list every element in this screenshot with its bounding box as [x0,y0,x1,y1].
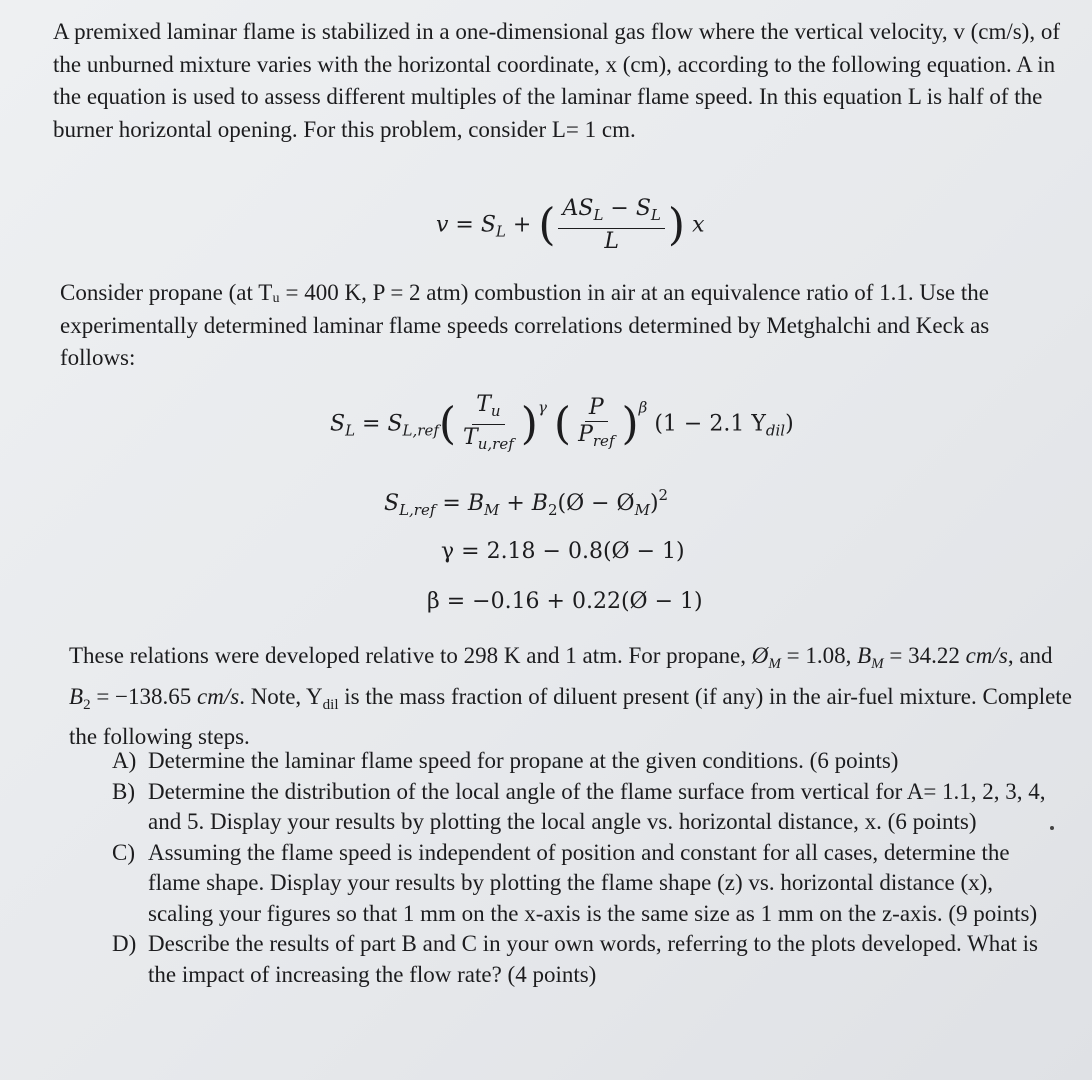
sl-ref-equation: $S_{L,ref} = B_M$ + $B_2(Ø$ − $Ø_M)^2$ [384,486,669,519]
problem-setup-paragraph: Consider propane (at Tᵤ = 400 K, P = 2 atm) combustion in air at an equivalence ratio of 1.1. Use the experimentally determined laminar flame speeds correlations determined by Metghalchi and Keck as follows: [60,280,990,370]
list-item: D) Describe the results of part B and C in your own words, referring to the plots developed. What is the impact of increasing the flow rate? (4 points) [112,931,1038,987]
stray-mark [1050,826,1054,830]
list-item: B) Determine the distribution of the local angle of the flame surface from vertical for A= 1.1, 2, 3, 4, and 5. Display your results by plotting the local angle vs. horizontal distance, x. (6 points) [112,778,1046,834]
list-item: C) Assuming the flame speed is independent of position and constant for all cases, determine the flame shape. Display your results by plotting the flame shape (z) vs. horizontal distance (x), scaling your figures so that 1 mm on the x-axis is the same size as 1 mm on the z-axis. (9 points) [112,839,1038,926]
beta-equation: β = −0.16 + 0.22(Ø − 1) [427,589,703,614]
gamma-equation: γ = 2.18 − 0.8(Ø − 1) [441,539,685,564]
list-item: A) Determine the laminar flame speed for propane at the given conditions. (6 points) [112,748,899,773]
intro-paragraph: A premixed laminar flame is stabilized in a one-dimensional gas flow where the vertical velocity, v (cm/s), of the unburned mixture varies with the horizontal coordinate, x (cm), according to the following equation. A in the equation is used to assess different multiples of the laminar flame speed. In this equation L is half of the burner horizontal opening. For this problem, consider L= 1 cm. [53,19,1060,142]
velocity-equation: $v = S_L$ + ( $\frac{AS_L - S_L}{L}$ ) x [436,196,705,254]
steps-list [112,746,1062,990]
flame-speed-equation: $S_L = S_{L,ref}$( $\frac{T_u}{T_{u,ref}}$ )$^\gamma$ ( $\frac{P}{P_{ref}}$ )$^\beta$ (1 − 2.1 $Y_{dil}$) [330,392,794,453]
relations-note-paragraph: These relations were developed relative to 298 K and 1 atm. For propane, $Ø_M = 1.08$, $B_M = 34.22$ cm/s, and $B_2 = -138.65$ cm/s. Note, $Y_{dil}$ is the mass fraction of diluent present (if any) in the air-fuel mixture. Complete the following steps. [69,643,1072,749]
